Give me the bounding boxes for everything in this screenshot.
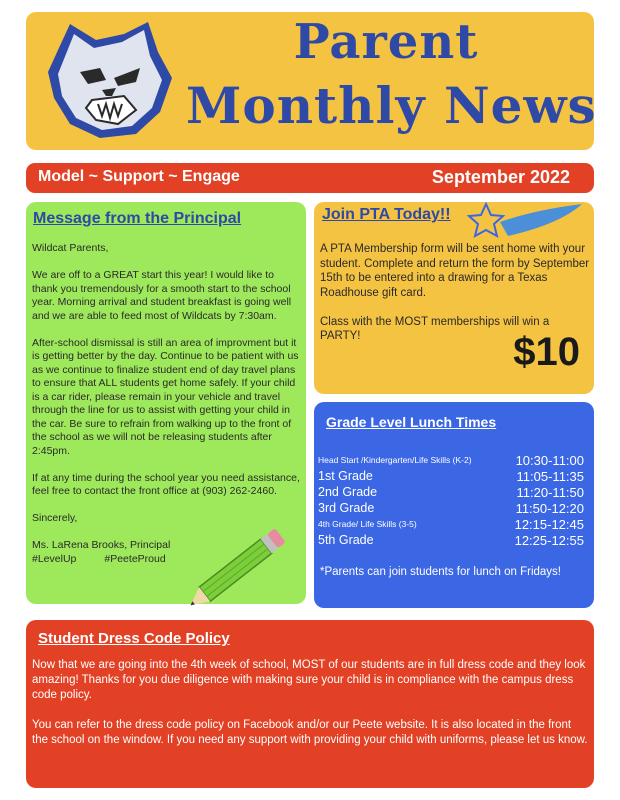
title-line-2: Monthly News bbox=[186, 76, 597, 135]
title-line-1: Parent bbox=[293, 14, 479, 70]
time-cell: 11:20-11:50 bbox=[516, 484, 584, 500]
principal-paragraph-3: If at any time during the school year you need assistance, feel free to contact the front office at (903) 262-2460. bbox=[32, 471, 300, 497]
principal-paragraph-1: We are off to a GREAT start this year! I would like to thank you tremendously for a smooth start to the school year. Morning arrival and student breakfast is going well and we are able to feed most of Wildcats by 7:30am. bbox=[32, 269, 292, 322]
time-cell: 11:50-12:20 bbox=[515, 500, 584, 516]
principal-signature: Ms. LaRena Brooks, Principal bbox=[32, 539, 171, 551]
wildcat-mascot-icon bbox=[40, 20, 180, 142]
motto-text: Model ~ Support ~ Engage bbox=[38, 168, 240, 185]
principal-closing: Sincerely, bbox=[32, 512, 78, 524]
grade-cell: 4th Grade/ Life Skills (3-5) bbox=[318, 519, 417, 529]
pta-section bbox=[314, 202, 594, 394]
table-row bbox=[318, 484, 590, 500]
table-row bbox=[318, 468, 590, 484]
dress-code-heading: Student Dress Code Policy bbox=[38, 630, 230, 647]
table-row bbox=[318, 532, 590, 548]
motto-banner bbox=[26, 163, 594, 193]
lunch-table bbox=[318, 452, 590, 548]
issue-date: September 2022 bbox=[431, 167, 570, 187]
time-cell: 12:25-12:55 bbox=[514, 532, 584, 548]
shooting-star-icon bbox=[464, 200, 586, 246]
lunch-note: *Parents can join students for lunch on Fridays! bbox=[320, 566, 561, 578]
grade-cell: Head Start /Kindergarten/Life Skills (K-2) bbox=[318, 455, 472, 465]
lunch-times-section bbox=[314, 402, 594, 608]
grade-cell: 5th Grade bbox=[318, 533, 374, 547]
lunch-heading: Grade Level Lunch Times bbox=[326, 414, 497, 430]
dress-code-section bbox=[26, 620, 594, 788]
time-cell: 11:05-11:35 bbox=[516, 468, 584, 484]
pta-paragraph-2: Class with the MOST memberships will win a PARTY! bbox=[320, 315, 550, 342]
pta-heading: Join PTA Today!! bbox=[322, 206, 451, 223]
dress-code-paragraph-2: You can refer to the dress code policy on Facebook and/or our Peete website. It is also located in the front the school on the window. If you need any support with providing your child with uniforms, please let us know. bbox=[32, 719, 588, 746]
principal-heading: Message from the Principal bbox=[33, 210, 242, 227]
prize-amount: $10 bbox=[513, 330, 580, 374]
pencil-icon bbox=[174, 516, 300, 622]
grade-cell: 3rd Grade bbox=[318, 501, 375, 515]
grade-cell: 1st Grade bbox=[318, 469, 373, 483]
table-row bbox=[318, 516, 590, 532]
table-row bbox=[318, 500, 590, 516]
pta-paragraph-1: A PTA Membership form will be sent home with your student. Complete and return the form by September 15th to be entered into a drawing for a Texas Roadhouse gift card. bbox=[320, 243, 590, 299]
dress-code-paragraph-1: Now that we are going into the 4th week of school, MOST of our students are in full dress code and they look amazing! Thanks for you due diligence with making sure your child is in compliance with the campus dress code policy. bbox=[32, 659, 586, 701]
principal-paragraph-2: After-school dismissal is still an area of improvment but it is getting better by the day. Continue to be patient with us as we continue to finalize student end of day travel plans to ensure that ALL students get home safely. If your child is a car rider, please remain in your vehicle and travel through the line for us to assist with getting your child in the car. Be sure to refrain from walking up to the front of the school as we will not be releasing students after 2:45pm. bbox=[32, 336, 299, 457]
hashtag-peeteproud: #PeeteProud bbox=[104, 552, 166, 565]
time-cell: 12:15-12:45 bbox=[514, 516, 584, 532]
dress-code-body bbox=[32, 658, 588, 763]
grade-cell: 2nd Grade bbox=[318, 485, 378, 499]
newsletter-header bbox=[26, 12, 597, 150]
time-cell: 10:30-11:00 bbox=[515, 452, 584, 468]
hashtag-levelup: #LevelUp bbox=[32, 552, 77, 565]
principal-greeting: Wildcat Parents, bbox=[32, 242, 109, 254]
table-row bbox=[318, 452, 590, 468]
